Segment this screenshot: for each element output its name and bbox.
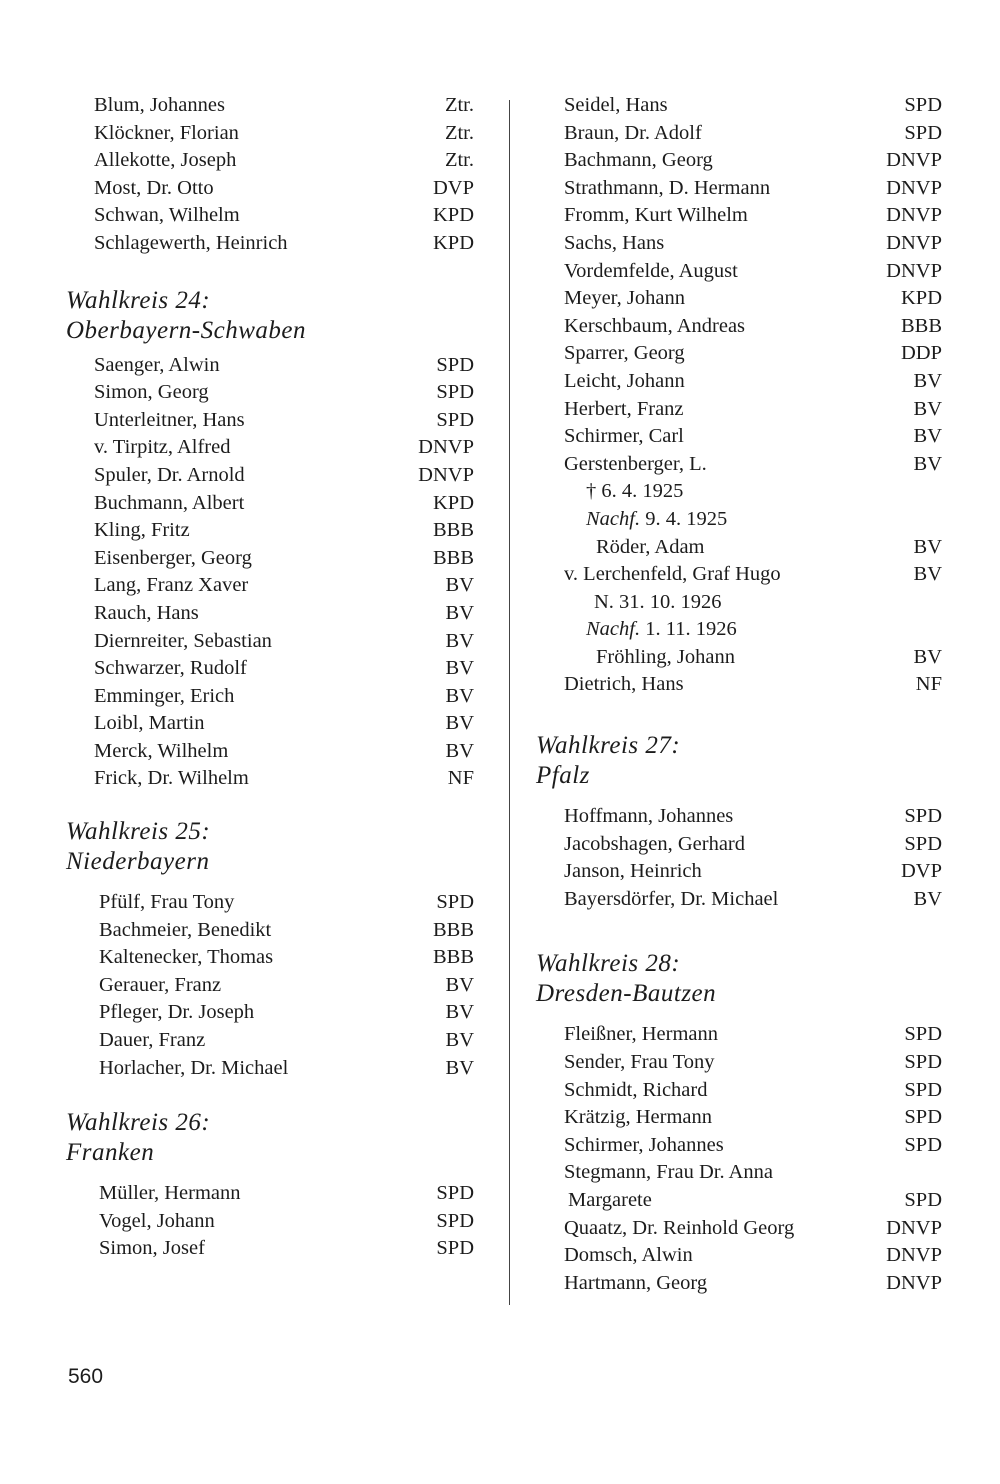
member-party: SPD bbox=[904, 1078, 942, 1101]
member-party: DNVP bbox=[886, 204, 942, 227]
member-row bbox=[94, 202, 474, 230]
member-row bbox=[564, 1049, 942, 1077]
member-row bbox=[94, 434, 474, 462]
member-row bbox=[99, 972, 474, 1000]
member-row bbox=[99, 1208, 474, 1236]
member-list bbox=[564, 803, 942, 913]
section-wahlkreis-28 bbox=[536, 949, 942, 1297]
member-name: Schmidt, Richard bbox=[564, 1078, 708, 1101]
member-party: Ztr. bbox=[444, 94, 474, 116]
member-row bbox=[94, 628, 474, 656]
heading-region: Niederbayern bbox=[66, 848, 210, 876]
member-list bbox=[99, 1180, 474, 1263]
member-name: Schwarzer, Rudolf bbox=[94, 657, 247, 680]
heading-region: Oberbayern-Schwaben bbox=[66, 316, 306, 344]
member-list bbox=[94, 352, 474, 794]
member-name: Frick, Dr. Wilhelm bbox=[94, 767, 249, 790]
member-row bbox=[564, 561, 942, 589]
member-row bbox=[564, 202, 942, 230]
member-row bbox=[564, 858, 942, 886]
member-row bbox=[564, 831, 942, 859]
page-number: 560 bbox=[68, 1365, 104, 1388]
member-row bbox=[94, 92, 474, 120]
member-name: Unterleitner, Hans bbox=[94, 408, 245, 431]
member-name: Sender, Frau Tony bbox=[564, 1051, 715, 1074]
member-party: SPD bbox=[904, 1106, 942, 1129]
member-list bbox=[564, 1021, 942, 1297]
section-heading bbox=[66, 286, 474, 346]
member-row bbox=[94, 545, 474, 573]
member-party: DNVP bbox=[886, 1244, 942, 1267]
member-name: Emminger, Erich bbox=[94, 684, 235, 707]
member-party: SPD bbox=[904, 1023, 942, 1046]
member-name: Domsch, Alwin bbox=[564, 1244, 693, 1267]
member-row bbox=[99, 1180, 474, 1208]
member-party: BV bbox=[445, 684, 474, 707]
right-top-list bbox=[564, 92, 942, 478]
member-row bbox=[564, 451, 942, 479]
member-row bbox=[99, 1235, 474, 1263]
member-name: Fromm, Kurt Wilhelm bbox=[564, 204, 748, 227]
member-party: BV bbox=[445, 629, 474, 652]
member-row bbox=[564, 1104, 942, 1132]
member-row bbox=[564, 803, 942, 831]
member-row bbox=[564, 92, 942, 120]
member-name: Schwan, Wilhelm bbox=[94, 204, 240, 227]
member-name-continued: Margarete bbox=[568, 1189, 652, 1211]
member-row bbox=[94, 490, 474, 518]
section-heading bbox=[536, 731, 942, 791]
member-row bbox=[564, 285, 942, 313]
member-party: DNVP bbox=[886, 1271, 942, 1294]
member-party: SPD bbox=[904, 121, 942, 144]
member-name: Loibl, Martin bbox=[94, 712, 205, 735]
member-name: Fröhling, Johann bbox=[596, 645, 735, 668]
member-row bbox=[564, 147, 942, 175]
member-name: Schirmer, Carl bbox=[564, 425, 684, 448]
member-party: SPD bbox=[436, 408, 474, 431]
member-name: Janson, Heinrich bbox=[564, 860, 702, 883]
member-row bbox=[94, 407, 474, 435]
member-row bbox=[94, 120, 474, 148]
member-party: DNVP bbox=[886, 231, 942, 254]
member-party: SPD bbox=[904, 94, 942, 116]
section-heading bbox=[66, 1108, 474, 1168]
member-name: Stegmann, Frau Dr. Anna bbox=[564, 1161, 773, 1184]
member-party: BV bbox=[913, 645, 942, 668]
member-row bbox=[564, 1187, 942, 1215]
member-row bbox=[99, 917, 474, 945]
member-name: v. Lerchenfeld, Graf Hugo bbox=[564, 563, 781, 586]
member-name: Kaltenecker, Thomas bbox=[99, 946, 274, 969]
member-party: SPD bbox=[436, 891, 474, 914]
member-party: Ztr. bbox=[444, 149, 474, 172]
member-row bbox=[94, 517, 474, 545]
member-party: SPD bbox=[904, 1133, 942, 1156]
member-row bbox=[564, 368, 942, 396]
member-party: BV bbox=[913, 425, 942, 448]
member-party: BV bbox=[913, 369, 942, 392]
member-name: Hoffmann, Johannes bbox=[564, 805, 734, 828]
member-party: DNVP bbox=[886, 1216, 942, 1239]
member-row bbox=[94, 765, 474, 793]
member-row bbox=[564, 230, 942, 258]
member-row bbox=[564, 886, 942, 914]
member-party: BV bbox=[445, 973, 474, 996]
left-column bbox=[66, 92, 474, 1263]
member-party: NF bbox=[447, 767, 474, 790]
member-name: Meyer, Johann bbox=[564, 287, 686, 310]
member-party: BV bbox=[445, 1056, 474, 1079]
member-name: Kling, Fritz bbox=[94, 519, 190, 542]
member-party: BV bbox=[913, 535, 942, 558]
heading-region: Pfalz bbox=[536, 762, 590, 790]
member-party: DNVP bbox=[418, 436, 474, 459]
member-name: Blum, Johannes bbox=[94, 94, 225, 116]
member-row bbox=[564, 1270, 942, 1298]
heading-title: Wahlkreis 27: bbox=[536, 732, 681, 760]
member-name: Leicht, Johann bbox=[564, 369, 685, 392]
member-party: BV bbox=[445, 1001, 474, 1024]
member-name: Seidel, Hans bbox=[564, 94, 668, 116]
member-name: Vogel, Johann bbox=[99, 1209, 215, 1232]
nachf-date: 9. 4. 1925 bbox=[645, 507, 728, 530]
member-list bbox=[99, 889, 474, 1082]
member-row bbox=[94, 683, 474, 711]
member-row bbox=[564, 175, 942, 203]
member-row bbox=[564, 1242, 942, 1270]
member-party: SPD bbox=[436, 381, 474, 404]
member-row bbox=[564, 120, 942, 148]
member-name: Sachs, Hans bbox=[564, 231, 665, 254]
member-party: KPD bbox=[432, 204, 474, 227]
member-party: BV bbox=[913, 397, 942, 420]
member-row bbox=[564, 258, 942, 286]
member-party: BBB bbox=[432, 519, 474, 542]
member-row bbox=[564, 1132, 942, 1160]
member-name: Dauer, Franz bbox=[99, 1029, 206, 1052]
member-name: Strathmann, D. Hermann bbox=[564, 176, 771, 199]
member-row bbox=[94, 379, 474, 407]
member-party: DNVP bbox=[886, 176, 942, 199]
member-name: Simon, Josef bbox=[99, 1237, 205, 1260]
member-row bbox=[94, 710, 474, 738]
member-row bbox=[564, 671, 942, 699]
member-row bbox=[99, 999, 474, 1027]
member-party: BV bbox=[445, 657, 474, 680]
member-name: Krätzig, Hermann bbox=[564, 1106, 712, 1129]
member-name: Lang, Franz Xaver bbox=[94, 574, 249, 597]
member-name: Quaatz, Dr. Reinhold Georg bbox=[564, 1216, 795, 1239]
section-heading bbox=[536, 949, 942, 1009]
member-name: Röder, Adam bbox=[596, 535, 705, 558]
member-row bbox=[564, 644, 942, 672]
member-name: Buchmann, Albert bbox=[94, 491, 245, 514]
member-name: Schirmer, Johannes bbox=[564, 1133, 724, 1156]
member-row bbox=[564, 1021, 942, 1049]
member-party: BV bbox=[445, 601, 474, 624]
member-party: BBB bbox=[900, 314, 942, 337]
member-party: BBB bbox=[432, 946, 474, 969]
member-party: BV bbox=[913, 887, 942, 910]
member-party: SPD bbox=[904, 832, 942, 855]
successor-note bbox=[564, 506, 942, 534]
section-heading bbox=[66, 817, 474, 877]
member-name: Most, Dr. Otto bbox=[94, 176, 214, 199]
member-row bbox=[94, 462, 474, 490]
member-party: KPD bbox=[432, 491, 474, 514]
member-name: Dietrich, Hans bbox=[564, 673, 684, 696]
member-party: SPD bbox=[436, 1237, 474, 1260]
member-row bbox=[94, 352, 474, 380]
member-name: Jacobshagen, Gerhard bbox=[564, 832, 746, 855]
member-party: SPD bbox=[436, 1182, 474, 1205]
member-name: Pfülf, Frau Tony bbox=[99, 891, 235, 914]
member-name: Simon, Georg bbox=[94, 381, 209, 404]
column-divider bbox=[509, 100, 510, 1305]
member-party: KPD bbox=[432, 231, 474, 254]
member-name: Saenger, Alwin bbox=[94, 353, 220, 376]
member-party: NF bbox=[915, 673, 942, 696]
member-party: DNVP bbox=[886, 259, 942, 282]
heading-region: Franken bbox=[66, 1139, 155, 1167]
member-party: BBB bbox=[432, 546, 474, 569]
nachf-label: Nachf. bbox=[586, 507, 641, 530]
member-name: Herbert, Franz bbox=[564, 397, 684, 420]
member-row bbox=[94, 600, 474, 628]
member-name: Horlacher, Dr. Michael bbox=[99, 1056, 289, 1079]
member-party: BV bbox=[445, 1029, 474, 1052]
member-name: Schlagewerth, Heinrich bbox=[94, 231, 288, 254]
member-party: Ztr. bbox=[444, 121, 474, 144]
member-row bbox=[564, 1215, 942, 1243]
member-party: BV bbox=[913, 452, 942, 475]
member-party: SPD bbox=[436, 1209, 474, 1232]
member-name: Kerschbaum, Andreas bbox=[564, 314, 746, 337]
heading-title: Wahlkreis 28: bbox=[536, 950, 681, 978]
right-column bbox=[536, 92, 942, 1297]
member-name: Gerauer, Franz bbox=[99, 973, 222, 996]
member-name: Fleißner, Hermann bbox=[564, 1023, 719, 1046]
member-party: DVP bbox=[900, 860, 942, 883]
member-row bbox=[94, 738, 474, 766]
member-row bbox=[564, 396, 942, 424]
member-name: Rauch, Hans bbox=[94, 601, 199, 624]
member-name: Braun, Dr. Adolf bbox=[564, 121, 702, 144]
member-name: Spuler, Dr. Arnold bbox=[94, 463, 245, 486]
member-party: BV bbox=[913, 563, 942, 586]
member-name: Müller, Hermann bbox=[99, 1182, 241, 1205]
section-wahlkreis-24 bbox=[66, 286, 474, 794]
member-row bbox=[99, 1055, 474, 1083]
member-party: SPD bbox=[904, 1189, 942, 1211]
member-name: Bachmann, Georg bbox=[564, 149, 713, 172]
heading-title: Wahlkreis 24: bbox=[66, 286, 211, 314]
member-party: BV bbox=[445, 712, 474, 735]
member-name: Allekotte, Joseph bbox=[94, 149, 237, 172]
member-name: Bayersdörfer, Dr. Michael bbox=[564, 887, 779, 910]
member-row bbox=[99, 944, 474, 972]
member-party: DVP bbox=[432, 176, 474, 199]
nachf-date: 1. 11. 1926 bbox=[645, 618, 737, 641]
member-row bbox=[564, 313, 942, 341]
section-wahlkreis-25 bbox=[66, 817, 474, 1082]
resignation-note: N. 31. 10. 1926 bbox=[594, 590, 722, 613]
member-party: SPD bbox=[904, 805, 942, 828]
section-wahlkreis-26 bbox=[66, 1108, 474, 1263]
member-party: SPD bbox=[436, 353, 474, 376]
member-row bbox=[94, 147, 474, 175]
member-name: Eisenberger, Georg bbox=[94, 546, 252, 569]
member-row bbox=[564, 1077, 942, 1105]
death-note: † 6. 4. 1925 bbox=[586, 480, 684, 503]
heading-title: Wahlkreis 26: bbox=[66, 1109, 211, 1137]
heading-region: Dresden-Bautzen bbox=[536, 980, 717, 1008]
member-row bbox=[564, 423, 942, 451]
member-name: Hartmann, Georg bbox=[564, 1271, 708, 1294]
nachf-label: Nachf. bbox=[586, 618, 641, 641]
member-name: Diernreiter, Sebastian bbox=[94, 629, 272, 652]
left-top-list bbox=[94, 92, 474, 258]
member-row bbox=[99, 889, 474, 917]
member-name: Klöckner, Florian bbox=[94, 121, 239, 144]
member-name: v. Tirpitz, Alfred bbox=[94, 436, 231, 459]
member-party: SPD bbox=[904, 1051, 942, 1074]
member-row bbox=[564, 534, 942, 562]
member-party: DDP bbox=[900, 342, 942, 365]
member-party: BV bbox=[445, 739, 474, 762]
member-name: Merck, Wilhelm bbox=[94, 739, 229, 762]
member-party: DNVP bbox=[886, 149, 942, 172]
member-party: BV bbox=[445, 574, 474, 597]
member-name: Sparrer, Georg bbox=[564, 342, 685, 365]
member-party: KPD bbox=[900, 287, 942, 310]
member-name: Bachmeier, Benedikt bbox=[99, 918, 272, 941]
successor-note bbox=[564, 616, 942, 644]
member-party: BBB bbox=[432, 918, 474, 941]
member-row bbox=[94, 655, 474, 683]
member-row bbox=[94, 230, 474, 258]
member-party: DNVP bbox=[418, 463, 474, 486]
member-name: Vordemfelde, August bbox=[564, 259, 738, 282]
member-row bbox=[94, 572, 474, 600]
section-wahlkreis-27 bbox=[536, 731, 942, 913]
member-row bbox=[564, 340, 942, 368]
member-row bbox=[94, 175, 474, 203]
heading-title: Wahlkreis 25: bbox=[66, 818, 211, 846]
member-row bbox=[99, 1027, 474, 1055]
member-name: Gerstenberger, L. bbox=[564, 452, 707, 475]
member-name: Pfleger, Dr. Joseph bbox=[99, 1001, 255, 1024]
